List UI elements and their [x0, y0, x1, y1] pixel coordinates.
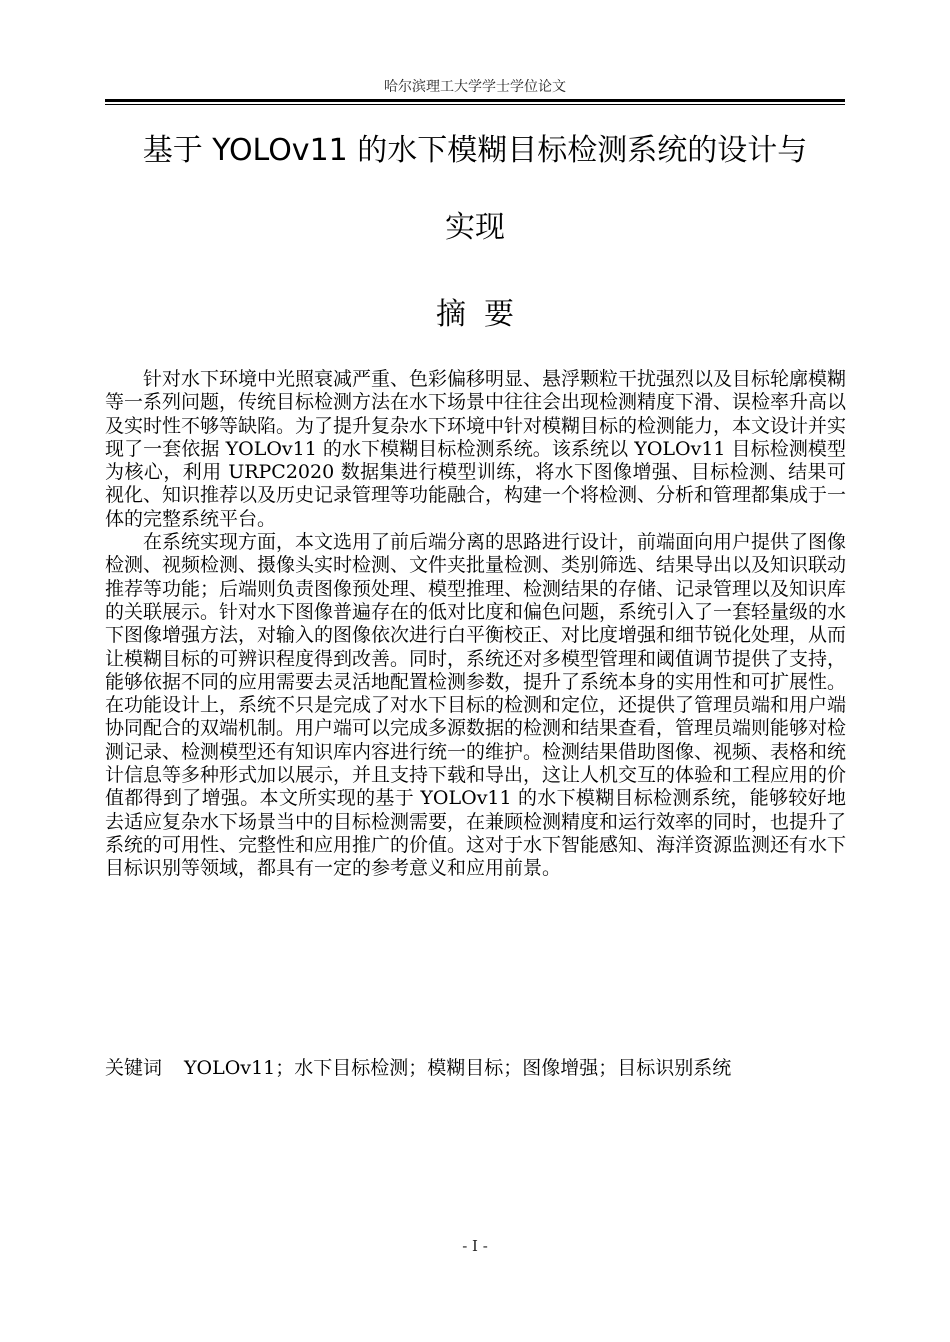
abstract-body: [105, 368, 846, 881]
abstract-heading: 摘要: [436, 297, 532, 332]
page-number: - I -: [462, 1237, 488, 1255]
thesis-title-line-1: 基于 YOLOv11 的水下模糊目标检测系统的设计与: [142, 133, 808, 168]
keywords-line: [105, 1056, 846, 1080]
keywords-label: 关键词: [105, 1057, 163, 1079]
keywords-text: YOLOv11；水下目标检测；模糊目标；图像增强；目标识别系统: [184, 1057, 732, 1079]
header-rule-thick: [105, 99, 845, 102]
thesis-title: [105, 126, 845, 253]
header-rule-thin: [105, 104, 845, 105]
thesis-title-line-2: 实现: [445, 210, 505, 245]
running-header: 哈尔滨理工大学学士学位论文: [384, 79, 566, 95]
abstract-paragraph-1: 针对水下环境中光照衰减严重、色彩偏移明显、悬浮颗粒干扰强烈以及目标轮廓模糊等一系列问题，传统目标检测方法在水下场景中往往会出现检测精度下滑、误检率升高以及实时性不够等缺陷。为了提升复杂水下环境中针对模糊目标的检测能力，本文设计并实现了一套依据 YOLOv11 的水下模糊目标检测系统。该系统以 YOLOv11 目标检测模型为核心，利用 URPC2020 数据集进行模型训练，将水下图像增强、目标检测、结果可视化、知识推荐以及历史记录管理等功能融合，构建一个将检测、分析和管理都集成于一体的完整系统平台。: [105, 368, 847, 530]
abstract-paragraph-2: 在系统实现方面，本文选用了前后端分离的思路进行设计，前端面向用户提供了图像检测、视频检测、摄像头实时检测、文件夹批量检测、类别筛选、结果导出以及知识联动推荐等功能；后端则负责图像预处理、模型推理、检测结果的存储、记录管理以及知识库的关联展示。针对水下图像普遍存在的低对比度和偏色问题，系统引入了一套轻量级的水下图像增强方法，对输入的图像依次进行白平衡校正、对比度增强和细节锐化处理，从而让模糊目标的可辨识程度得到改善。同时，系统还对多模型管理和阈值调节提供了支持，能够依据不同的应用需要去灵活地配置检测参数，提升了系统本身的实用性和可扩展性。在功能设计上，系统不只是完成了对水下目标的检测和定位，还提供了管理员端和用户端协同配合的双端机制。用户端可以完成多源数据的检测和结果查看，管理员端则能够对检测记录、检测模型还有知识库内容进行统一的维护。检测结果借助图像、视频、表格和统计信息等多种形式加以展示，并且支持下载和导出，这让人机交互的体验和工程应用的价值都得到了增强。本文所实现的基于 YOLOv11 的水下模糊目标检测系统，能够较好地去适应复杂水下场景当中的目标检测需要，在兼顾检测精度和运行效率的同时，也提升了系统的可用性、完整性和应用推广的价值。这对于水下智能感知、海洋资源监测还有水下目标识别等领域，都具有一定的参考意义和应用前景。: [105, 531, 847, 880]
